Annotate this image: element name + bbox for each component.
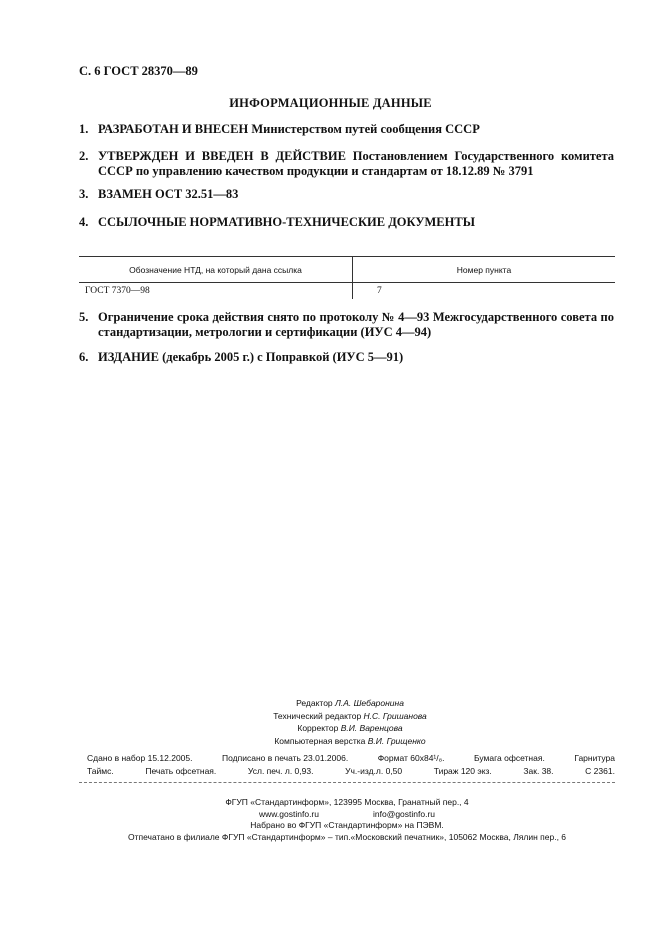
item-number: 4. (79, 215, 89, 229)
info-item-1 (79, 122, 614, 137)
info-item-6 (79, 350, 614, 365)
info-item-5 (79, 310, 614, 340)
info-item-2 (79, 149, 614, 179)
imprint-field: Усл. печ. л. 0,93. (247, 766, 314, 776)
column-header-clause: Номер пункта (353, 257, 616, 283)
credit-proofreader (200, 722, 500, 735)
credit-name: Н.С. Гришанова (363, 710, 427, 721)
item-number: 6. (79, 350, 89, 364)
credit-editor (200, 697, 500, 710)
credit-role: Редактор (296, 698, 333, 708)
item-number: 3. (79, 187, 89, 201)
credit-role: Компьютерная верстка (274, 735, 366, 746)
typeset-note: Набрано во ФГУП «Стандартинформ» на ПЭВМ. (250, 820, 444, 830)
publisher-contacts (79, 809, 615, 821)
item-text: Министерством путей сообщения СССР (248, 122, 480, 136)
imprint-field: Подписано в печать 23.01.2006. (222, 753, 349, 763)
cell-clause: 7 (377, 286, 382, 296)
info-item-4 (79, 215, 614, 230)
imprint-line-2 (87, 765, 615, 778)
publisher-footer (79, 797, 615, 843)
imprint-field: С 2361. (585, 766, 615, 776)
item-lead: ВЗАМЕН ОСТ 32.51—83 (98, 187, 239, 201)
imprint-field: Таймс. (87, 766, 114, 776)
imprint-block (87, 752, 615, 778)
item-number: 5. (79, 310, 89, 324)
item-lead: РАЗРАБОТАН И ВНЕСЕН (98, 122, 249, 136)
imprint-field: Гарнитура (574, 753, 615, 763)
section-title: ИНФОРМАЦИОННЫЕ ДАННЫЕ (229, 96, 432, 110)
credit-name: В.И. Варенцова (340, 723, 403, 733)
imprint-field: Формат 60x84¹/₈. (377, 753, 445, 763)
imprint-line-1 (87, 752, 615, 765)
credit-tech-editor (200, 710, 500, 723)
item-lead: УТВЕРЖДЕН И ВВЕДЕН В ДЕЙСТВИЕ (98, 149, 346, 163)
item-text: (декабрь 2005 г.) с Поправкой (ИУС 5—91) (158, 350, 404, 364)
imprint-field: Сдано в набор 15.12.2005. (87, 753, 193, 763)
column-header-document: Обозначение НТД, на который дана ссылка (79, 257, 353, 283)
editorial-credits (200, 697, 500, 747)
item-number: 1. (79, 122, 89, 136)
page-header: С. 6 ГОСТ 28370—89 (79, 64, 198, 78)
item-lead: ССЫЛОЧНЫЕ НОРМАТИВНО-ТЕХНИЧЕСКИЕ ДОКУМЕНТЫ (98, 215, 475, 229)
email-link[interactable]: info@gostinfo.ru (372, 808, 436, 819)
info-item-3 (79, 187, 614, 202)
item-text: Ограничение срока действия снято по протоколу № 4—93 Межгосударственного совета по стандартизации, метрологии и сертификации (ИУС 4—94) (98, 310, 614, 339)
reference-documents-table (79, 256, 615, 299)
credit-name: Л.А. Шебаронина (335, 698, 404, 708)
dashed-divider (79, 782, 615, 783)
cell-document: ГОСТ 7370—98 (79, 283, 353, 300)
credit-role: Корректор (297, 723, 339, 733)
item-text: Постановлением Государственного комитета СССР по управлению качеством продукции и стандартам от 18.12.89 № 3791 (98, 149, 615, 178)
publisher-address: ФГУП «Стандартинформ», 123995 Москва, Гранатный пер., 4 (225, 797, 469, 807)
credit-name: В.И. Грищенко (367, 735, 426, 746)
imprint-field: Бумага офсетная. (474, 753, 545, 763)
imprint-field: Печать офсетная. (145, 766, 217, 776)
item-lead: ИЗДАНИЕ (98, 350, 159, 364)
credit-layout (200, 735, 500, 748)
item-number: 2. (79, 149, 89, 163)
credit-role: Технический редактор (273, 710, 362, 721)
imprint-field: Тираж 120 экз. (433, 766, 492, 776)
website-link[interactable]: www.gostinfo.ru (258, 808, 319, 819)
table-header-row (79, 257, 615, 283)
imprint-field: Уч.-изд.л. 0,50 (345, 766, 403, 776)
imprint-field: Зак. 38. (523, 766, 554, 776)
table-row (79, 283, 615, 300)
printed-note: Отпечатано в филиале ФГУП «Стандартинформ» – тип.«Московский печатник», 105062 Москва, Лялин пер., 6 (127, 831, 567, 842)
